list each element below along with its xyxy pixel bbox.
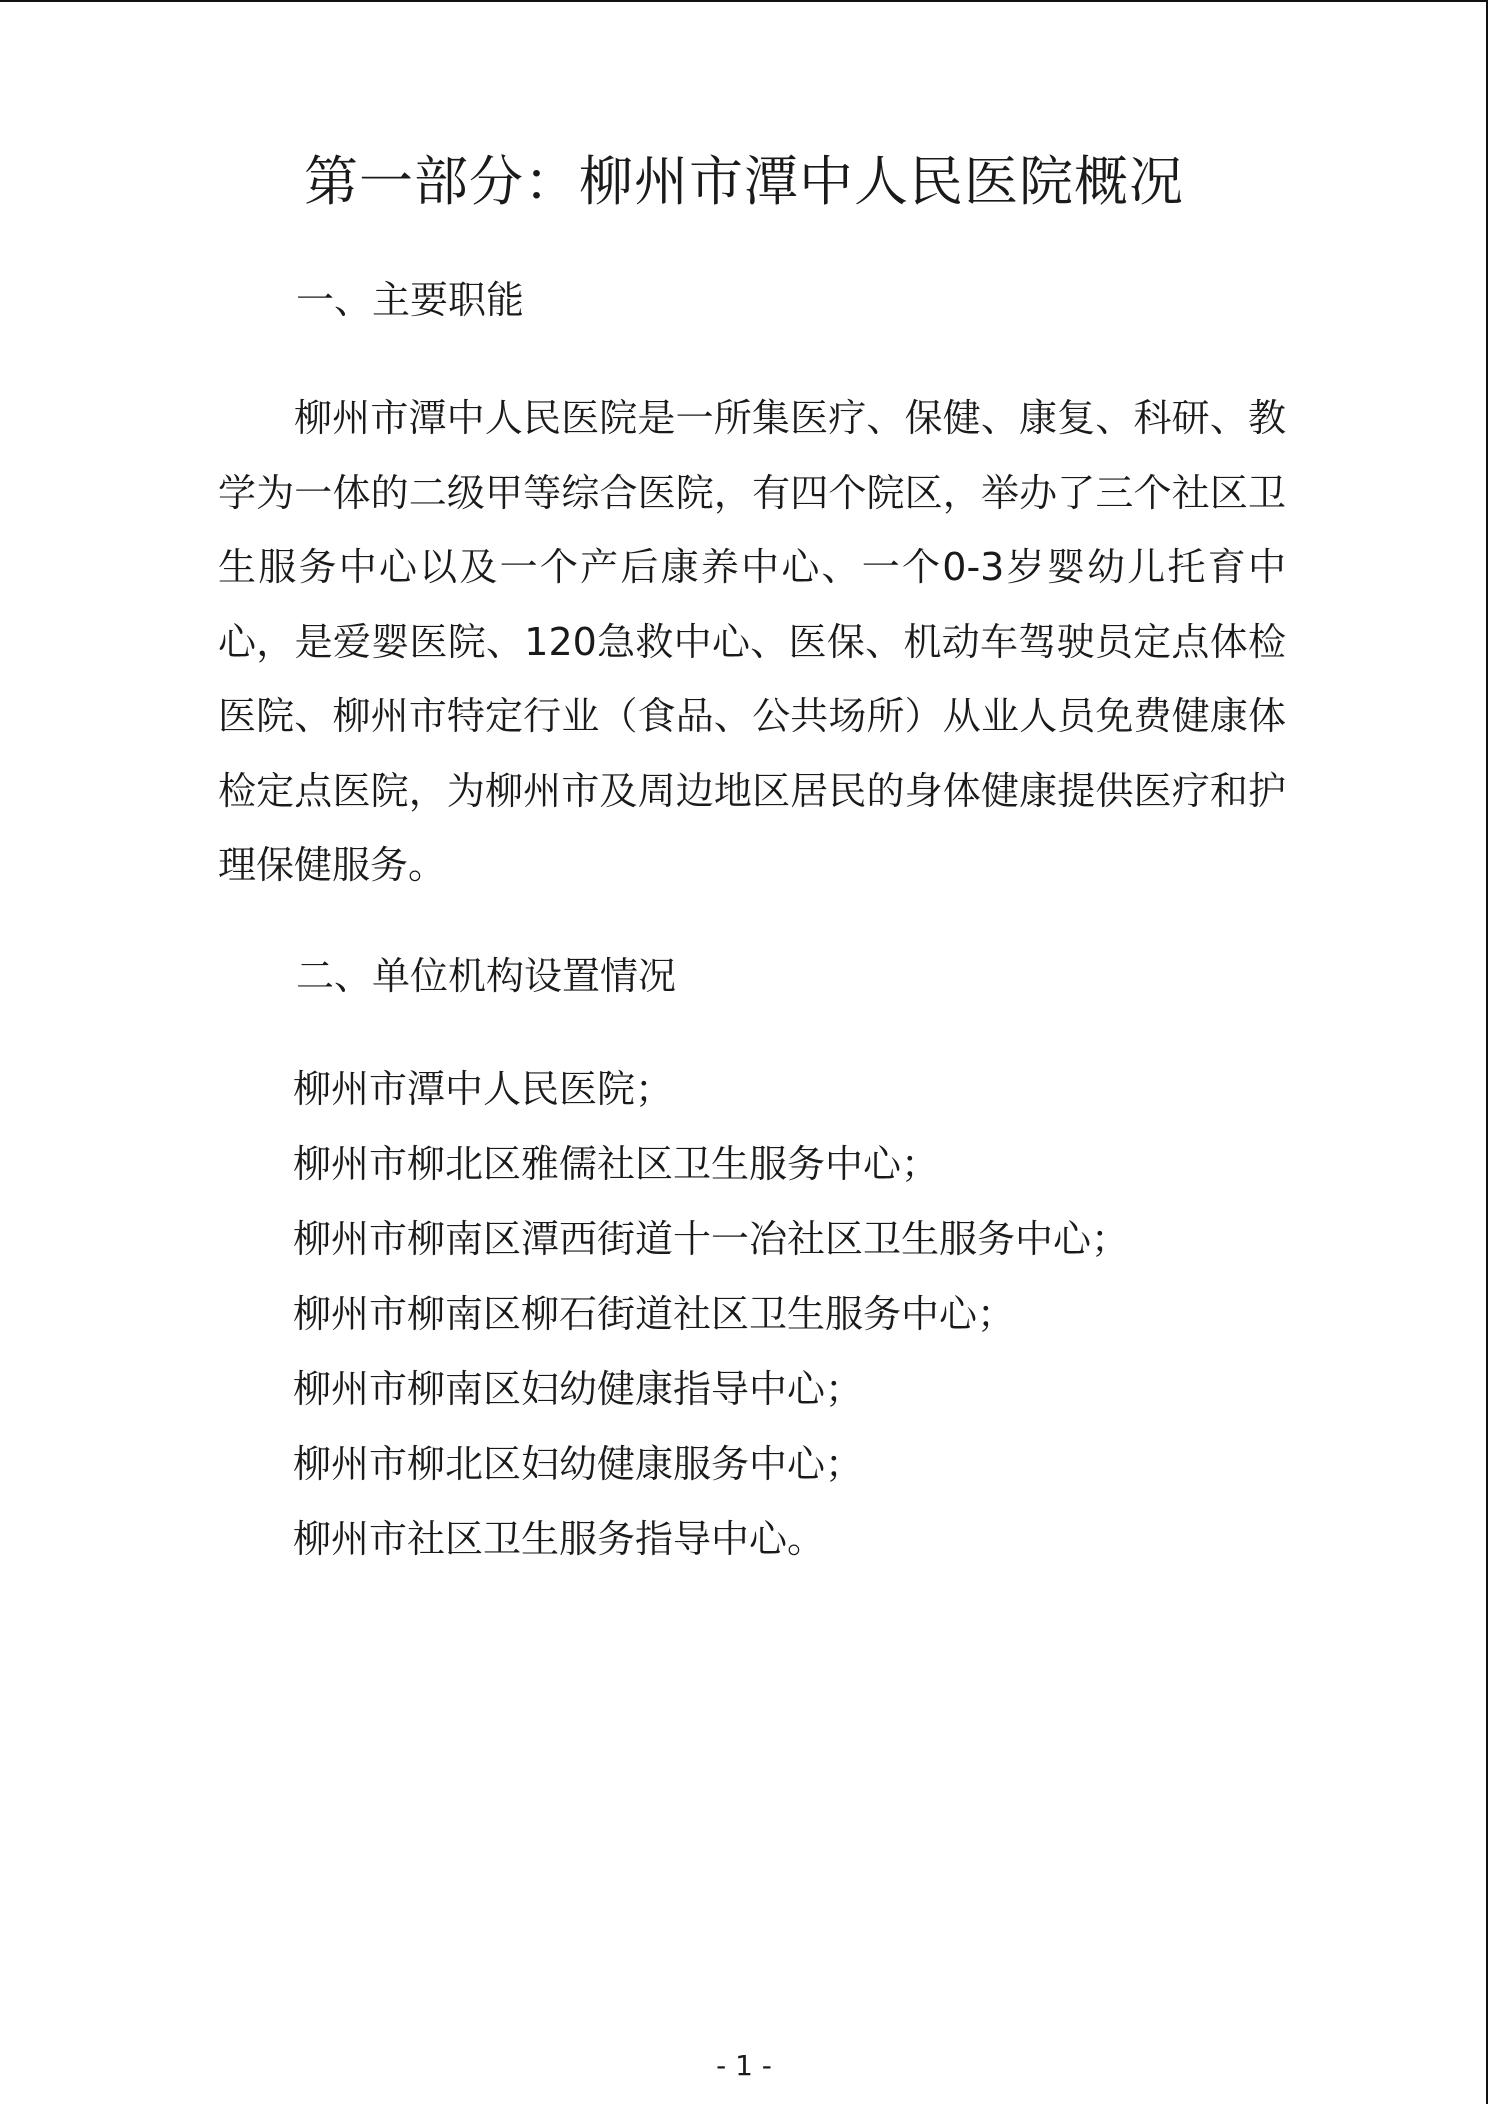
- section-heading-organization: 二、单位机构设置情况: [296, 954, 677, 998]
- list-item: 柳州市柳南区柳石街道社区卫生服务中心；: [293, 1292, 1016, 1336]
- page-title: 第一部分：柳州市潭中人民医院概况: [304, 150, 1184, 213]
- main-functions-paragraph: 柳州市潭中人民医院是一所集医疗、保健、康复、科研、教学为一体的二级甲等综合医院，有四个院区，举办了三个社区卫生服务中心以及一个产后康养中心、一个0-3岁婴幼儿托育中心，是爱婴医院、120急救中心、医保、机动车驾驶员定点体检医院、柳州市特定行业（食品、公共场所）从业人员免费健康体检定点医院，为柳州市及周边地区居民的身体健康提供医疗和护理保健服务。: [218, 396, 1286, 887]
- list-item: 柳州市潭中人民医院；: [293, 1067, 674, 1111]
- list-item: 柳州市柳北区雅儒社区卫生服务中心；: [293, 1142, 940, 1186]
- list-item: 柳州市社区卫生服务指导中心。: [293, 1517, 826, 1561]
- page-number: - 1 -: [716, 2049, 772, 2082]
- section-heading-main-functions: 一、主要职能: [296, 278, 525, 322]
- list-item: 柳州市柳北区妇幼健康服务中心；: [293, 1442, 864, 1486]
- list-item: 柳州市柳南区妇幼健康指导中心；: [293, 1367, 864, 1411]
- organization-list: [293, 1052, 1129, 1577]
- list-item: 柳州市柳南区潭西街道十一冶社区卫生服务中心；: [293, 1217, 1130, 1261]
